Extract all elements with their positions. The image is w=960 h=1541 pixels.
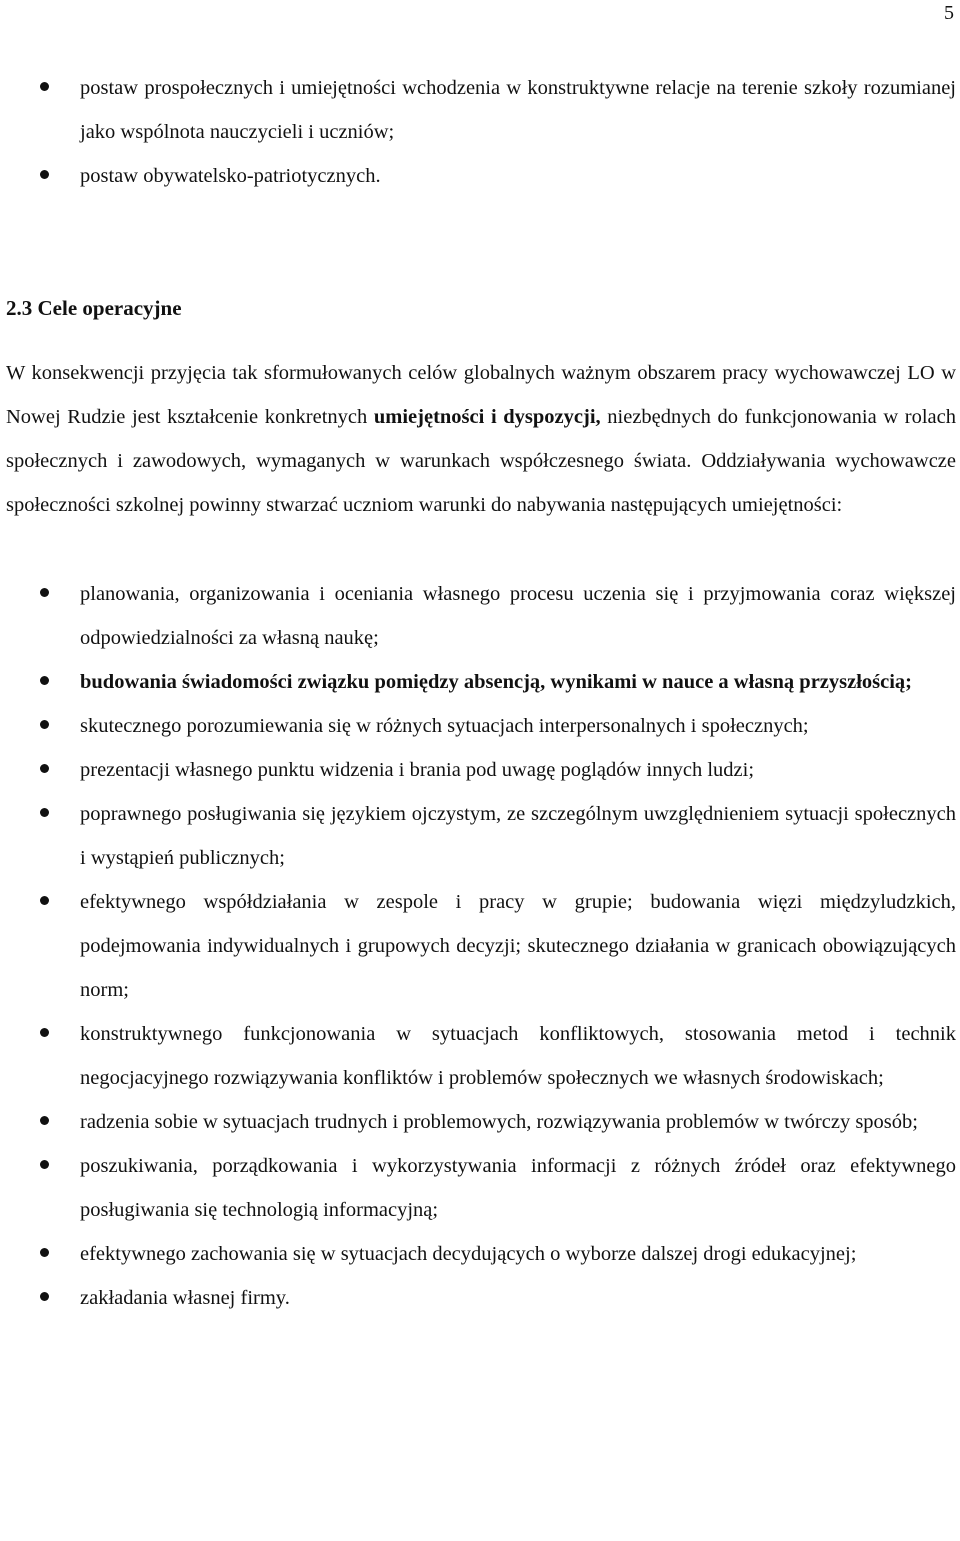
list-item: prezentacji własnego punktu widzenia i brania pod uwagę poglądów innych ludzi; [0, 748, 960, 792]
section-heading: 2.3 Cele operacyjne [6, 296, 182, 320]
list-item: budowania świadomości związku pomiędzy absencją, wynikami w nauce a własną przyszłością; [0, 660, 960, 704]
list-item: poprawnego posługiwania się językiem ojczystym, ze szczególnym uwzględnieniem sytuacji społecznych i wystąpień publicznych; [0, 792, 960, 880]
paragraph-bold-text: umiejętności i dyspozycji, [373, 406, 601, 428]
list-item: zakładania własnej firmy. [0, 1276, 960, 1320]
list-item: konstruktywnego funkcjonowania w sytuacjach konfliktowych, stosowania metod i technik negocjacyjnego rozwiązywania konfliktów i problemów społecznych we własnych środowiskach; [0, 1012, 960, 1100]
list-item: skutecznego porozumiewania się w różnych sytuacjach interpersonalnych i społecznych; [0, 704, 960, 748]
list-item: postaw obywatelsko-patriotycznych. [0, 154, 960, 198]
list-item: efektywnego zachowania się w sytuacjach decydujących o wyborze dalszej drogi edukacyjnej; [0, 1232, 960, 1276]
list-item: postaw prospołecznych i umiejętności wchodzenia w konstruktywne relacje na terenie szkoły rozumianej jako wspólnota nauczycieli i uczniów; [0, 66, 960, 154]
skills-list [0, 572, 960, 1320]
top-bullet-list [0, 66, 960, 198]
list-item: planowania, organizowania i oceniania własnego procesu uczenia się i przyjmowania coraz większej odpowiedzialności za własną naukę; [0, 572, 960, 660]
list-item: radzenia sobie w sytuacjach trudnych i problemowych, rozwiązywania problemów w twórczy sposób; [0, 1100, 960, 1144]
paragraph-text: W konsekwencji przyjęcia tak sformułowanych celów globalnych ważnym obszarem pracy wychowawczej LO w Nowej Rudzie jest kształcenie konkretnych [6, 362, 956, 428]
page-number: 5 [944, 2, 954, 24]
paragraph-text: niezbędnych do funkcjonowania w rolach społecznych i zawodowych, wymaganych w warunkach współczesnego świata. Oddziaływania wychowawcze społeczności szkolnej powinny stwarzać uczniom warunki do nabywania następujących umiejętności: [6, 406, 956, 516]
section-paragraph [6, 351, 956, 527]
list-item: poszukiwania, porządkowania i wykorzystywania informacji z różnych źródeł oraz efektywnego posługiwania się technologią informacyjną; [0, 1144, 960, 1232]
list-item: efektywnego współdziałania w zespole i pracy w grupie; budowania więzi międzyludzkich, podejmowania indywidualnych i grupowych decyzji; skutecznego działania w granicach obowiązujących norm; [0, 880, 960, 1012]
